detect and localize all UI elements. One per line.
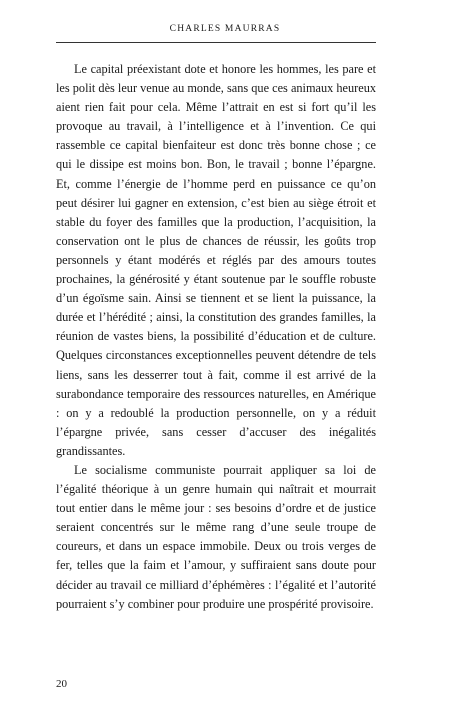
paragraph-1: Le capital préexistant dote et honore les hommes, les pare et les polit dès leur venue au monde, sans que ces animaux heureux aient rien fait pour cela. Même l’attrait en est si fort qu’il les provoque au travail, à l’intelligence et à l’invention. Ce qui rassemble ce capital bienfaiteur est donc très bonne chose ; ce qui le dissipe est moins bon. Bon, le travail ; bonne l’épargne. Et, comme l’énergie de l’homme perd en puissance ce qu’on peut désirer lui gagner en extension, c’est bien au siège étroit et stable du foyer des familles que la production, l’acquisition, la conservation ont le plus de chances de réussir, les goûts trop personnels y étant modérés et réglés par des amours toutes prochaines, la générosité y étant soutenue par le souffle robuste d’un égoïsme sain. Ainsi se tiennent et se lient la puissance, la durée et l’hérédité ; ainsi, la constitution des grandes familles, la réunion de vastes biens, la possibilité d’éducation et de culture. Quelques circonstances exceptionnelles peuvent détendre de tels liens, sans les desserrer tout à fait, comme il est arrivé de la surabondance temporaire des ressources naturelles, en Amérique : on y a redoublé la production personnelle, on y a réduit l’épargne privée, sans cesser d’accuser des inégalités grandissantes. [56,62,376,458]
running-head: CHARLES MAURRAS [169,24,281,34]
body-text [56,60,376,614]
page-number: 20 [56,678,67,690]
paragraph-2: Le socialisme communiste pourrait appliquer sa loi de l’égalité théorique à un genre humain qui naîtrait et mourrait tout entier dans le même jour : ses besoins d’ordre et de justice seraient concentrés sur le même rang d’une seule troupe de coureurs, et dans un espace immobile. Deux ou trois verges de fer, telles que la faim et l’amour, y suffiraient sans doute pour décider au travail ce milliard d’éphémères : l’égalité et l’autorité pourraient s’y combiner pour produire une prospérité provisoire. [56,462,376,611]
header-rule [56,42,376,43]
